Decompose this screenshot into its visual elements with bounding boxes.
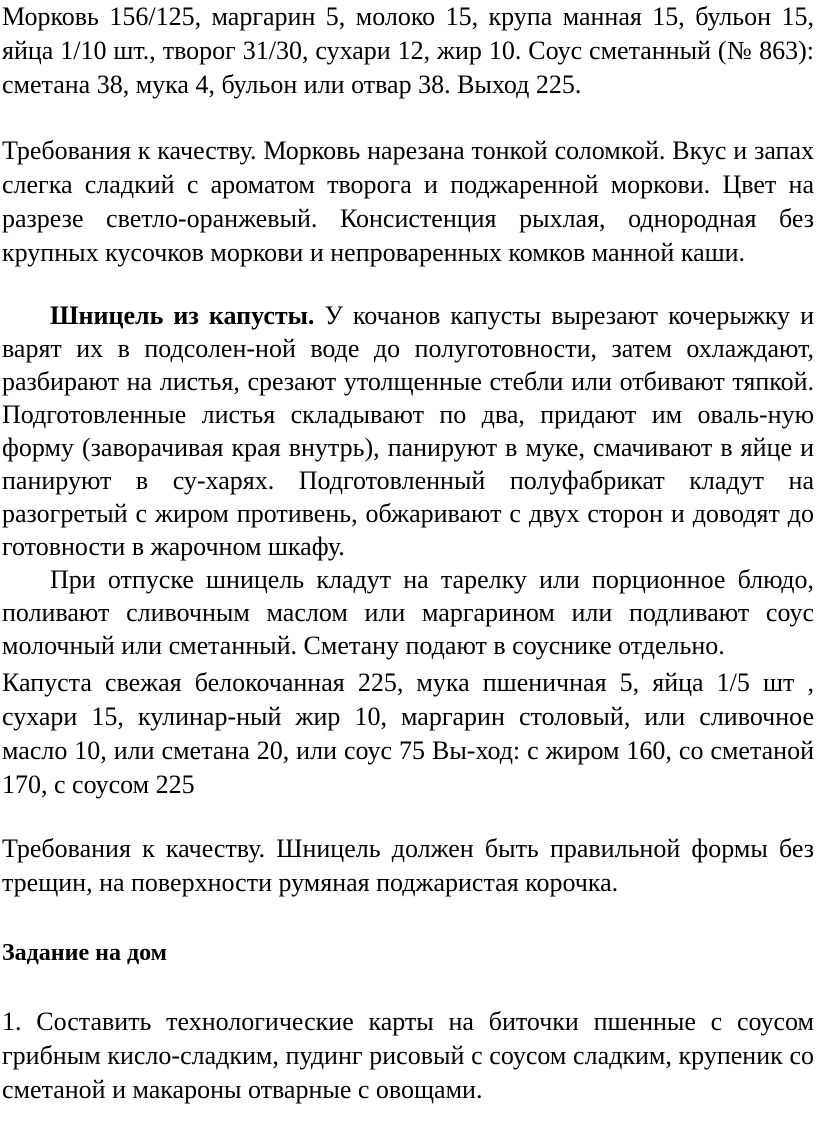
- recipe2-method-text: У кочанов капусты вырезают кочерыжку и варят их в подсолен-ной воде до полуготовности, затем охлаждают, разбирают на листья, срезают утолщенные стебли или отбивают тяпкой. Подготовленные листья складывают по два, придают им оваль-ную форму (заворачивая края внутрь), панируют в муке, смачивают в яйце и панируют в су-харях. Подготовленный полуфабрикат кладут на разогретый с жиром противень, обжаривают с двух сторон и доводят до готовности в жарочном шкафу.: [2, 301, 815, 561]
- recipe2-serving: При отпуске шницель кладут на тарелку или порционное блюдо, поливают сливочным маслом или маргарином или подливают соус молочный или сметанный. Сметану подают в соуснике отдельно.: [2, 565, 814, 660]
- recipe2-method-paragraph: [2, 299, 814, 563]
- recipe2-quality-requirements: Требования к качеству. Шницель должен быть правильной формы без трещин, на поверхности румяная поджаристая корочка.: [2, 834, 814, 897]
- recipe1-quality-requirements: Требования к качеству. Морковь нарезана тонкой соломкой. Вкус и запах слегка сладкий с ароматом творога и поджаренной моркови. Цвет на разрезе светло-оранжевый. Консистенция рыхлая, однородная без крупных кусочков моркови и непроваренных комков манной каши.: [2, 136, 814, 267]
- recipe1-ingredients: Морковь 156/125, маргарин 5, молоко 15, крупа манная 15, бульон 15, яйца 1/10 шт., творог 31/30, сухари 12, жир 10. Соус сметанный (№ 863): сметана 38, мука 4, бульон или отвар 38. Выход 225.: [2, 2, 814, 99]
- homework-item-1: 1. Составить технологические карты на биточки пшенные с соусом грибным кисло-сладким, пудинг рисовый с соусом сладким, крупеник со сметаной и макароны отварные с овощами.: [2, 1007, 814, 1104]
- recipe2-ingredients: Капуста свежая белокочанная 225, мука пшеничная 5, яйца 1/5 шт , сухари 15, кулинар-ный жир 10, маргарин столовый, или сливочное масло 10, или сметана 20, или соус 75 Вы-ход: с жиром 160, со сметаной 170, с соусом 225: [2, 668, 814, 799]
- homework-heading: Задание на дом: [2, 940, 167, 966]
- recipe2-title: Шницель из капусты.: [50, 301, 315, 330]
